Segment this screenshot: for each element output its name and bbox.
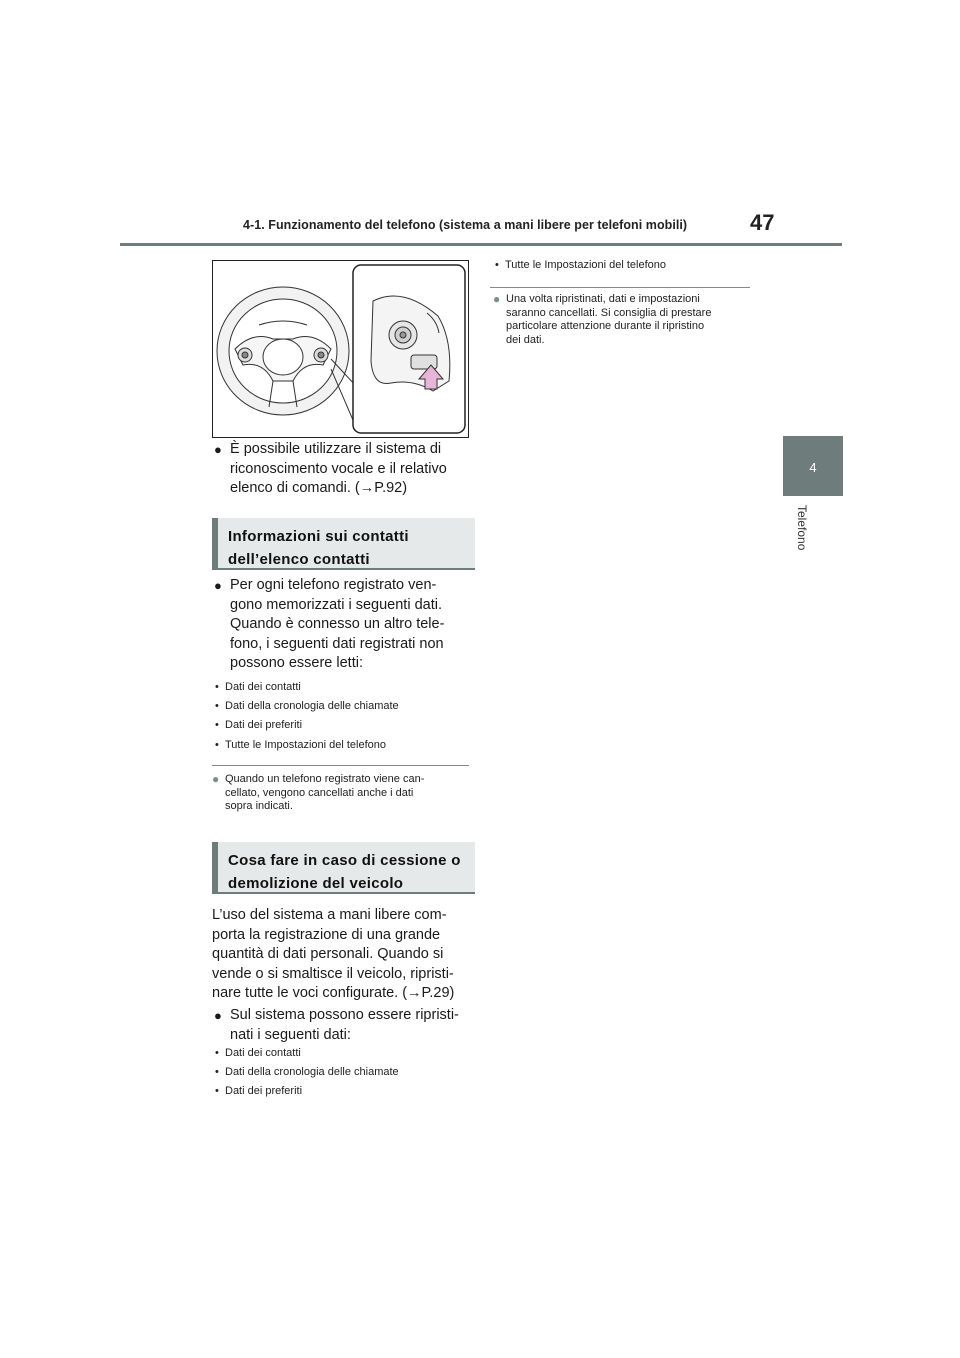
steering-wheel-illustration (213, 261, 468, 437)
text-line: Sul sistema possono essere ripristi- (230, 1007, 459, 1023)
bullet-dot: ● (214, 1008, 222, 1023)
note-bullet-icon: ● (212, 772, 220, 786)
note-divider (490, 287, 750, 288)
list-item: • Dati dei preferiti (215, 1085, 303, 1097)
text-line: Per ogni telefono registrato ven- (230, 577, 437, 593)
steering-wheel-figure (212, 260, 469, 438)
header-rule (120, 243, 842, 246)
section-title-line: Informazioni sui contatti (228, 528, 409, 545)
section-header-title: 4-1. Funzionamento del telefono (sistema a mani libere per telefoni mobili) (243, 218, 688, 232)
text-line: possono essere letti: (230, 655, 363, 671)
text-line: porta la registrazione di una grande (212, 926, 441, 943)
section-title-line: dell’elenco contatti (228, 551, 370, 568)
chapter-label: Telefono (795, 505, 809, 551)
text-line: nare tutte le voci configurate. (→P.29) (212, 985, 455, 1001)
list-item: • Tutte le Impostazioni del telefono (495, 259, 667, 271)
text-line: Quando è connesso un altro tele- (230, 616, 445, 632)
list-item: • Dati dei contatti (215, 1047, 301, 1059)
text-line: saranno cancellati. Si consiglia di prestare (506, 306, 712, 319)
text-line: sopra indicati. (225, 800, 293, 812)
text-line: cellato, vengono cancellati anche i dati (225, 786, 414, 799)
chapter-number: 4 (809, 460, 817, 475)
text-line: Una volta ripristinati, dati e impostazioni (506, 293, 700, 305)
bullet-registered-phone (214, 576, 445, 674)
text-line: L’uso del sistema a mani libere com- (212, 907, 447, 923)
section-title-line: demolizione del veicolo (228, 875, 404, 892)
list-item: • Dati dei contatti (215, 681, 301, 693)
text-line: particolare attenzione durante il ripristino (506, 320, 705, 332)
list-item: • Dati della cronologia delle chiamate (215, 700, 399, 712)
bullet-dot: ● (214, 442, 222, 457)
bullet-voice-recognition (214, 440, 447, 499)
section-heading-contacts (212, 518, 475, 570)
page-number: 47 (750, 210, 775, 235)
note-deleted-phone (212, 772, 425, 814)
text-line: nati i seguenti dati: (230, 1026, 351, 1043)
paragraph-privacy (212, 906, 454, 1004)
section-heading-disposal (212, 842, 475, 894)
note-bullet-icon: ● (493, 292, 501, 306)
text-line: quantità di dati personali. Quando si (212, 946, 444, 962)
text-line: È possibile utilizzare il sistema di (230, 441, 442, 457)
note-divider (212, 765, 469, 766)
list-item: • Dati dei preferiti (215, 719, 303, 731)
list-item: • Tutte le Impostazioni del telefono (215, 739, 387, 751)
bullet-dot: ● (214, 578, 222, 593)
list-item: • Dati della cronologia delle chiamate (215, 1066, 399, 1078)
text-line: fono, i seguenti dati registrati non (230, 635, 444, 652)
note-reset-warning (493, 292, 712, 347)
section-title-line: Cosa fare in caso di cessione o (228, 852, 461, 869)
text-line: vende o si smaltisce il veicolo, ripristi- (212, 965, 454, 982)
text-line: Quando un telefono registrato viene can- (225, 773, 425, 785)
text-line: dei dati. (506, 333, 545, 346)
text-line: gono memorizzati i seguenti dati. (230, 596, 442, 613)
section-underline (212, 892, 475, 894)
section-underline (212, 568, 475, 570)
text-line: elenco di comandi. (→P.92) (230, 480, 408, 496)
bullet-reset-data (214, 1006, 459, 1045)
text-line: riconoscimento vocale e il relativo (230, 460, 447, 477)
